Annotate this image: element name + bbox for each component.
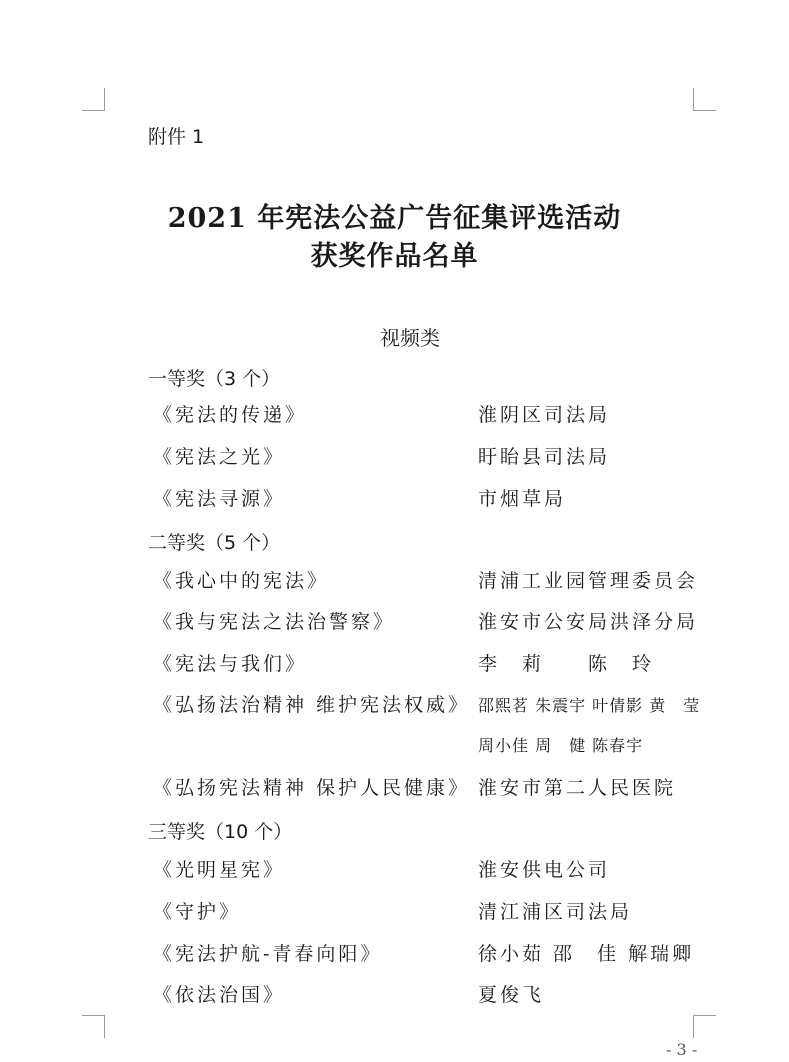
- award-organization-line2: 周小佳 周 健 陈春宇: [478, 736, 644, 755]
- award-work: 《弘扬法治精神 维护宪法权威》: [153, 694, 471, 716]
- award-organization: 淮阴区司法局: [478, 404, 611, 426]
- award-work: 《宪法的传递》: [153, 404, 308, 426]
- award-work: 《我心中的宪法》: [153, 570, 330, 592]
- document-title-line1: 2021 年宪法公益广告征集评选活动: [167, 203, 622, 234]
- award-organization: 清浦工业园管理委员会: [478, 570, 699, 592]
- award-organization: 徐小茹 邵 佳 解瑞卿: [478, 943, 695, 965]
- award-work: 《守护》: [153, 901, 242, 923]
- third-prize-heading: 三等奖（10 个）: [148, 821, 293, 843]
- award-organization: 盱眙县司法局: [478, 446, 611, 468]
- document-title-line2: 获奖作品名单: [310, 241, 479, 272]
- crop-mark-top-left: [82, 88, 105, 111]
- crop-mark-bottom-right: [693, 1015, 716, 1038]
- award-organization: 淮安供电公司: [478, 859, 611, 881]
- attachment-label: 附件 1: [148, 126, 205, 148]
- second-prize-heading: 二等奖（5 个）: [148, 532, 281, 554]
- award-work: 《弘扬宪法精神 保护人民健康》: [153, 777, 471, 799]
- award-work: 《宪法寻源》: [153, 488, 286, 510]
- award-work: 《光明星宪》: [153, 859, 286, 881]
- award-organization: 清江浦区司法局: [478, 901, 633, 923]
- award-work: 《我与宪法之法治警察》: [153, 611, 396, 633]
- award-organization: 市烟草局: [478, 488, 567, 510]
- crop-mark-bottom-left: [82, 1015, 105, 1038]
- award-organization: 淮安市第二人民医院: [478, 777, 677, 799]
- first-prize-heading: 一等奖（3 个）: [148, 368, 281, 390]
- award-work: 《宪法与我们》: [153, 653, 308, 675]
- category-heading: 视频类: [380, 326, 440, 350]
- crop-mark-top-right: [693, 88, 716, 111]
- award-organization: 夏俊飞: [478, 984, 545, 1006]
- award-organization: 李 莉 陈 玲: [478, 653, 655, 675]
- page-number: - 3 -: [666, 1040, 698, 1059]
- award-organization: 淮安市公安局洪泽分局: [478, 611, 699, 633]
- award-work: 《宪法之光》: [153, 446, 286, 468]
- award-work: 《依法治国》: [153, 984, 286, 1006]
- award-organization: 邵熙茗 朱震宇 叶倩影 黄 莹: [478, 696, 701, 715]
- award-work: 《宪法护航-青春向阳》: [153, 943, 383, 965]
